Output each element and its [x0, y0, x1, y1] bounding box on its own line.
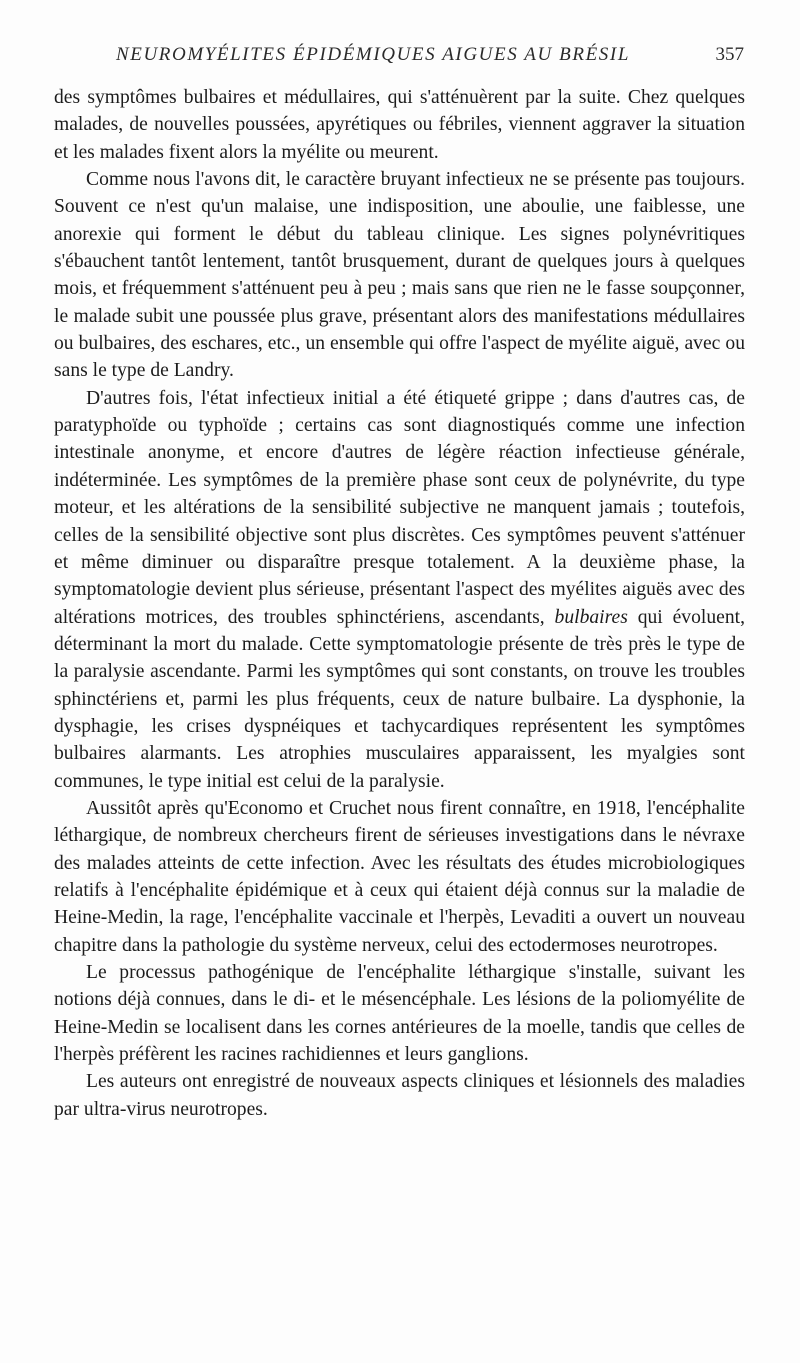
paragraph-4: Aussitôt après qu'Economo et Cruchet nous firent connaître, en 1918, l'encéphalite léthargique, de nombreux chercheurs firent de sérieuses investigations dans le névraxe des malades atteints de cette infection. Avec les résultats des études microbiologiques relatifs à l'encéphalite épidémique et à ceux qui étaient déjà connus sur la maladie de Heine-Medin, la rage, l'encéphalite vaccinale et l'herpès, Levaditi a ouvert un nouveau chapitre dans la pathologie du système nerveux, celui des ectodermoses neurotropes.: [54, 797, 745, 956]
paragraph-5: Le processus pathogénique de l'encéphalite léthargique s'installe, suivant les notions déjà connues, dans le di- et le mésencéphale. Les lésions de la poliomyélite de Heine-Medin se localisent dans les cornes antérieures de la moelle, tandis que celles de l'herpès préfèrent les racines rachidiennes et leurs ganglions.: [54, 962, 745, 1066]
running-title: NEUROMYÉLITES ÉPIDÉMIQUES AIGUES AU BRÉSIL: [116, 44, 630, 65]
page-number: 357: [715, 44, 744, 65]
paragraph-1-continuation: des symptômes bulbaires et médullaires, qui s'atténuèrent par la suite. Chez quelques malades, de nouvelles poussées, apyrétiques ou fébriles, viennent aggraver la situation et les malades fixent alors la myélite ou meurent.: [54, 87, 745, 163]
paragraph-2: Comme nous l'avons dit, le caractère bruyant infectieux ne se présente pas toujours. Souvent ce n'est qu'un malaise, une indisposition, une aboulie, une faiblesse, une anorexie qui forment le début du tableau clinique. Les signes polynévritiques s'ébauchent tantôt lentement, tantôt brusquement, durant de quelques jours à quelques mois, et fréquemment s'atténuent peu à peu ; mais sans que rien ne le fasse soupçonner, le malade subit une poussée plus grave, présentant alors des manifestations médullaires ou bulbaires, des eschares, etc., un ensemble qui offre l'aspect de myélite aiguë, avec ou sans le type de Landry.: [54, 169, 745, 382]
paragraph-3: [54, 385, 745, 795]
paragraph-3-part-2: qui évoluent, déterminant la mort du malade. Cette symptomatologie présente de très près le type de la paralysie ascendante. Parmi les symptômes qui sont constants, on trouve les troubles sphinctériens et, parmi les plus fréquents, ceux de nature bulbaire. La dysphonie, la dysphagie, les crises dyspnéiques et tachycardiques représentent les symptômes bulbaires alarmants. Les atrophies musculaires apparaissent, les myalgies sont communes, le type initial est celui de la paralysie.: [54, 606, 745, 792]
running-head: [54, 44, 744, 74]
body-text: [54, 84, 745, 1123]
paragraph-6: Les auteurs ont enregistré de nouveaux aspects cliniques et lésionnels des maladies par ultra-virus neurotropes.: [54, 1071, 745, 1120]
paragraph-3-part-1: D'autres fois, l'état infectieux initial a été étiqueté grippe ; dans d'autres cas, de paratyphoïde ou typhoïde ; certains cas sont diagnostiqués comme une infection intestinale anonyme, et encore d'autres de légère réaction infectieuse générale, indéterminée. Les symptômes de la première phase sont ceux de polynévrite, du type moteur, et les altérations de la sensibilité subjective ne manquent jamais ; toutefois, celles de la sensibilité objective sont plus discrètes. Ces symptômes peuvent s'atténuer et même diminuer ou disparaître presque totalement. A la deuxième phase, la symptomatologie devient plus sérieuse, présentant l'aspect des myélites aiguës avec des altérations motrices, des troubles sphinctériens, ascendants,: [54, 387, 745, 628]
emphasis-bulbaires: bulbaires: [554, 606, 628, 628]
